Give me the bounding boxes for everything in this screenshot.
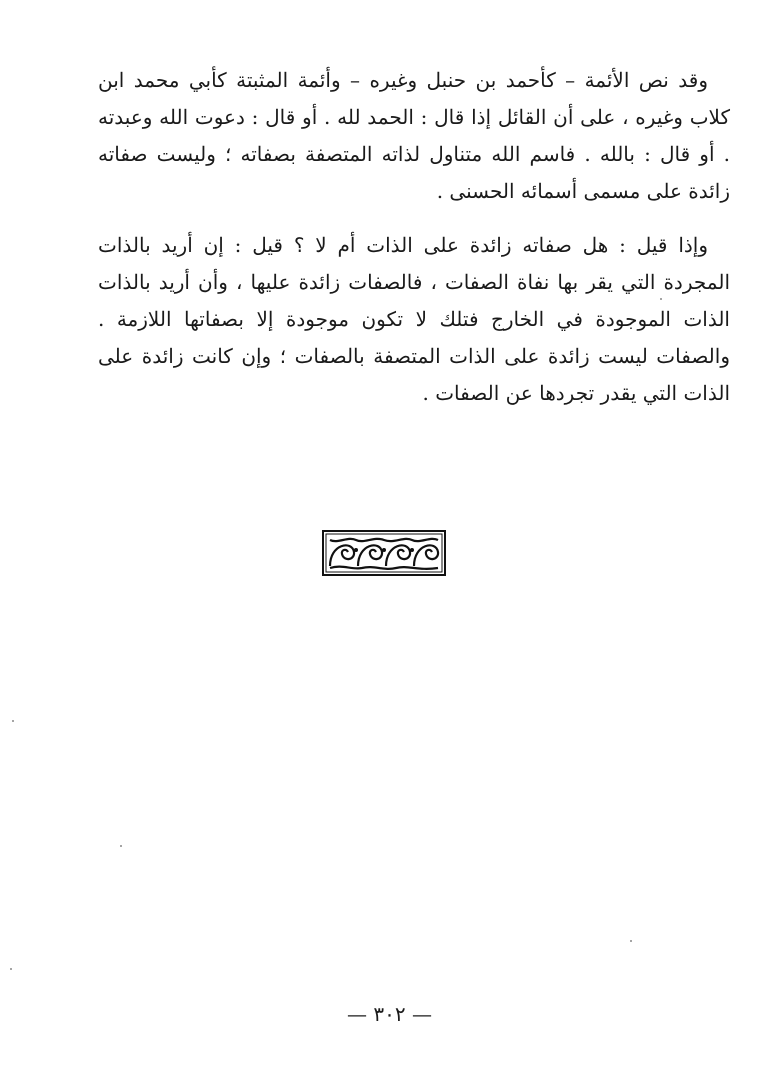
- paragraph-2-text: وإذا قيل : هل صفاته زائدة على الذات أم لا ؟ قيل : إن أريد بالذات المجردة التي يقر بها نفاة الصفات ، فالصفات زائدة عليها ، وأن أريد بالذات الذات الموجودة في الخارج فتلك لا تكون موجودة إلا بصفاتها اللازمة . والصفات ليست زائدة على الذات المتصفة بالصفات ؛ وإن كانت زائدة على الذات التي يقدر تجردها عن الصفات .: [98, 233, 730, 405]
- paragraph-1: [98, 62, 730, 210]
- scan-speck: [120, 845, 122, 847]
- page-number: — ٣٠٢ —: [347, 1002, 432, 1026]
- decorative-ornament-icon: [322, 530, 446, 576]
- scan-speck: [630, 940, 632, 942]
- scan-speck: [660, 298, 662, 300]
- paragraph-1-text: وقد نص الأئمة – كأحمد بن حنبل وغيره – وأئمة المثبتة كأبي محمد ابن كلاب وغيره ، على أن القائل إذا قال : الحمد لله . أو قال : دعوت الله وعبدته . أو قال : بالله . فاسم الله متناول لذاته المتصفة بصفاته ؛ وليست صفاته زائدة على مسمى أسمائه الحسنى .: [98, 68, 731, 203]
- paragraph-2: [98, 227, 730, 412]
- scan-speck: [10, 968, 12, 970]
- scan-speck: [12, 720, 14, 722]
